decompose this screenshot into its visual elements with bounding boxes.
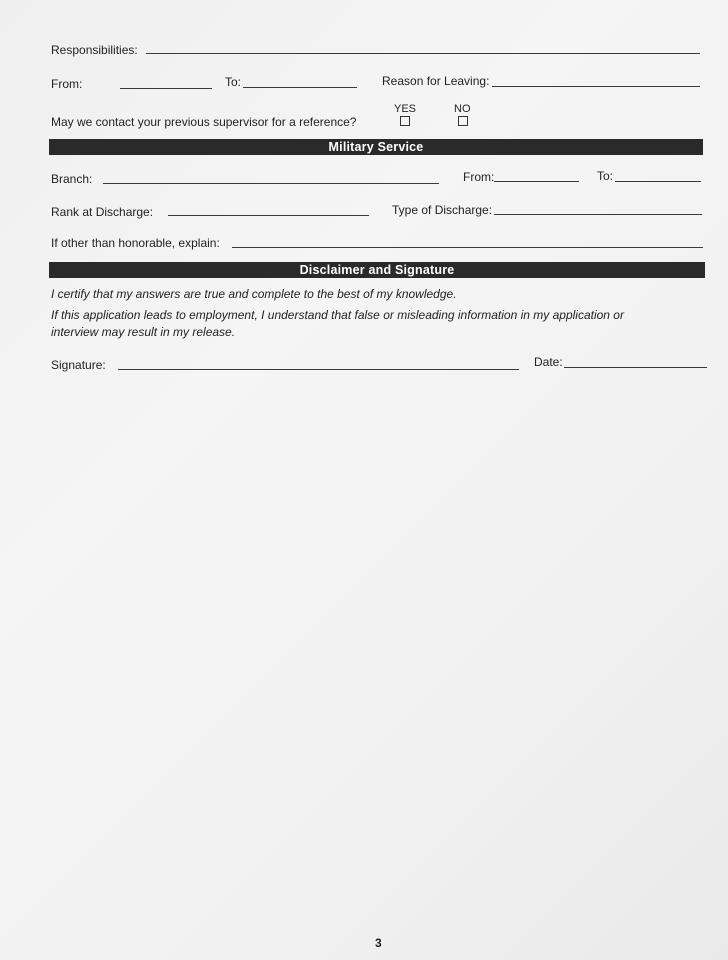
type-of-discharge-field[interactable] [494,214,702,215]
employment-to-field[interactable] [243,87,357,88]
contact-yes-checkbox[interactable] [400,116,410,126]
page-number: 3 [375,936,382,950]
military-from-label: From: [463,170,495,184]
rank-at-discharge-label: Rank at Discharge: [51,205,154,219]
signature-label: Signature: [51,358,106,372]
branch-label: Branch: [51,172,93,186]
release-statement-line1: If this application leads to employment, I understand that false or misleading information in my application or [51,308,624,322]
responsibilities-field[interactable] [146,53,700,54]
branch-field[interactable] [103,183,439,184]
yes-label: YES [394,103,417,115]
employment-from-label: From: [51,77,83,91]
disclaimer-title: Disclaimer and Signature [299,263,455,277]
date-field[interactable] [564,367,707,368]
disclaimer-header [49,262,705,278]
military-service-header [49,139,703,155]
date-label: Date: [534,355,563,369]
type-of-discharge-label: Type of Discharge: [392,203,493,217]
no-label: NO [454,103,471,115]
employment-to-label: To: [225,75,242,89]
employment-from-field[interactable] [120,88,212,89]
responsibilities-label: Responsibilities: [51,43,138,57]
signature-field[interactable] [118,369,519,370]
reason-for-leaving-field[interactable] [492,86,700,87]
explain-field[interactable] [232,247,703,248]
certify-statement: I certify that my answers are true and complete to the best of my knowledge. [51,287,457,301]
military-to-field[interactable] [615,181,701,182]
military-from-field[interactable] [494,181,579,182]
military-service-title: Military Service [328,140,424,154]
rank-at-discharge-field[interactable] [168,215,369,216]
release-statement-line2: interview may result in my release. [51,325,236,339]
military-to-label: To: [597,169,614,183]
reason-for-leaving-label: Reason for Leaving: [382,74,490,88]
contact-no-checkbox[interactable] [458,116,468,126]
explain-label: If other than honorable, explain: [51,236,220,250]
contact-supervisor-question: May we contact your previous supervisor for a reference? [51,115,357,129]
